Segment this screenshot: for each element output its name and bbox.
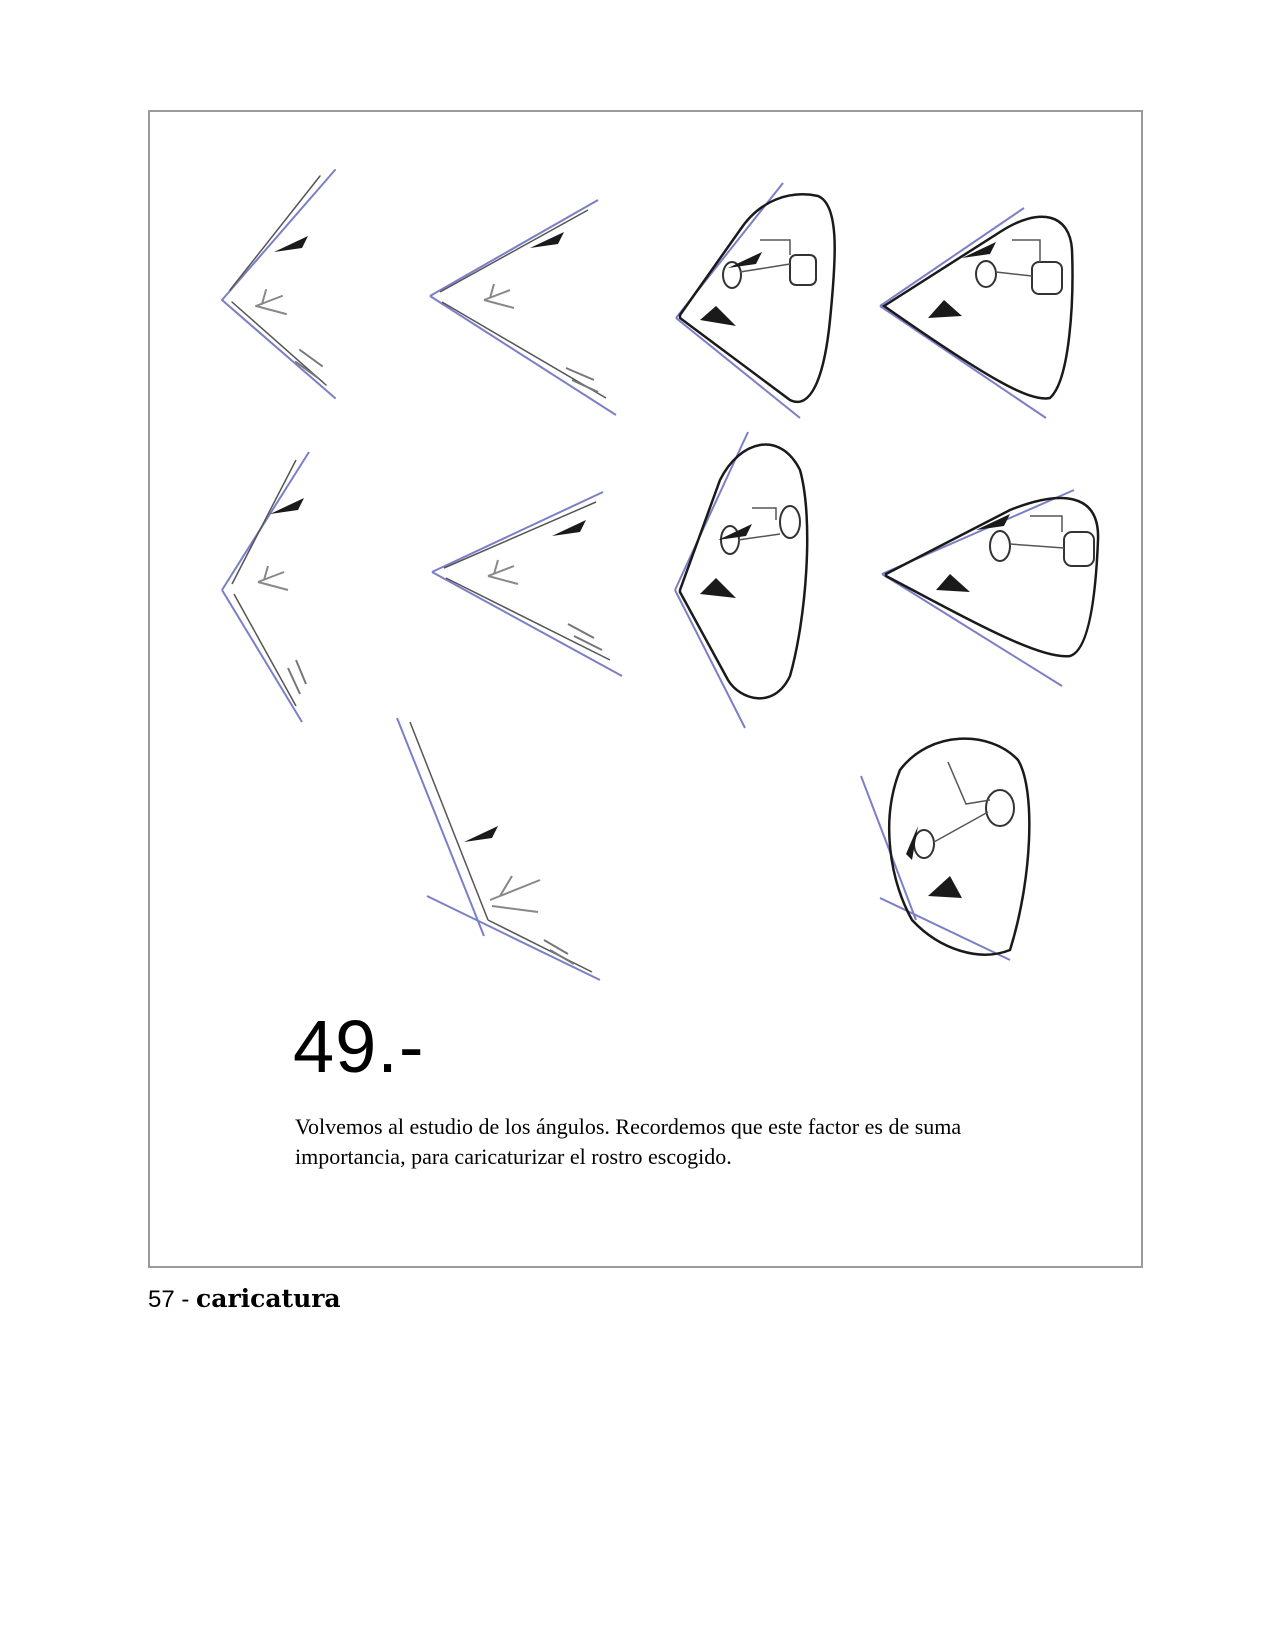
face-angle-sketch-4 bbox=[880, 208, 1072, 418]
angle-sketch-1 bbox=[222, 170, 335, 398]
angle-sketch-5 bbox=[222, 452, 309, 722]
page-footer bbox=[148, 1284, 341, 1314]
lesson-description: Volvemos al estudio de los ángulos. Recordemos que este factor es de suma importancia, para caricaturizar el rostro escogido. bbox=[295, 1114, 962, 1169]
book-title: caricatura bbox=[196, 1284, 341, 1313]
footer-separator: - bbox=[174, 1286, 197, 1313]
lesson-number: 49.- bbox=[293, 1005, 425, 1088]
face-angle-sketch-10 bbox=[861, 739, 1029, 960]
face-angle-sketch-8 bbox=[882, 490, 1098, 686]
face-angle-sketch-7 bbox=[675, 432, 807, 728]
angle-sketch-2 bbox=[430, 200, 616, 415]
page-number: 57 bbox=[148, 1286, 175, 1313]
face-angle-sketch-3 bbox=[676, 183, 835, 418]
angle-sketch-9 bbox=[397, 718, 600, 980]
angle-sketch-6 bbox=[432, 492, 622, 676]
